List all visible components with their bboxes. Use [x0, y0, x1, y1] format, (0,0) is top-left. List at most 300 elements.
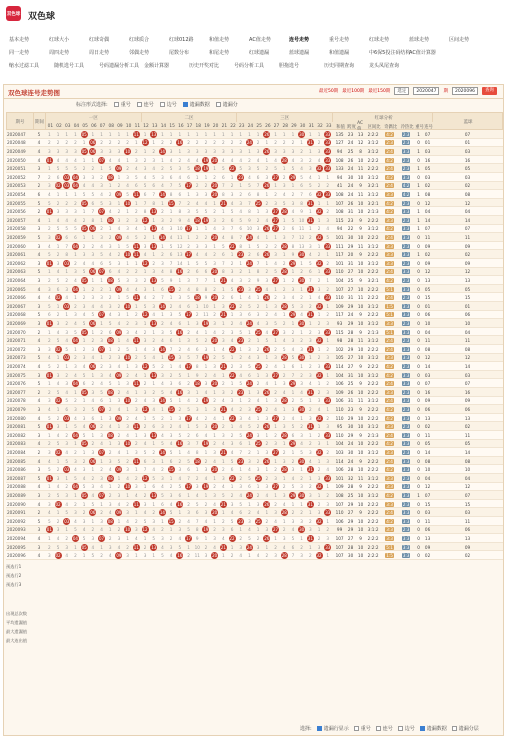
checkbox[interactable]	[376, 726, 381, 731]
bottom-option[interactable]	[398, 725, 415, 732]
stat-cell: 106	[335, 398, 344, 404]
table-row	[6, 173, 503, 182]
issue-number: 2020064	[7, 277, 26, 283]
number-cell	[219, 311, 228, 320]
number-cell: 4	[82, 312, 86, 318]
issue-number: 2020062	[7, 260, 26, 266]
bottom-option[interactable]	[420, 725, 447, 732]
mark-option[interactable]	[160, 101, 177, 108]
number-cell: 2	[248, 398, 251, 404]
recent-50-link[interactable]: 最近50期	[318, 89, 339, 94]
number-cell: 4	[161, 544, 164, 550]
number-cell: 2	[282, 174, 286, 180]
nav-link[interactable]: 基本走势	[9, 37, 30, 43]
checkbox[interactable]	[452, 726, 457, 731]
red-ball: 33	[325, 329, 331, 335]
number-cell: 3	[274, 200, 277, 206]
number-header: 33	[326, 124, 332, 129]
nav-link[interactable]: 中6保5投注码结构	[369, 50, 411, 56]
number-cell: 3	[213, 535, 216, 541]
number-cell: 4	[239, 320, 243, 326]
number-cell: 2	[108, 191, 112, 197]
number-cell: 3	[178, 467, 182, 473]
number-cell: 3	[282, 492, 286, 498]
stat-cell: 04	[424, 475, 431, 481]
recent-100-link[interactable]: 最近100期	[342, 89, 365, 94]
number-cell: 1	[126, 492, 129, 498]
checkbox[interactable]	[137, 102, 142, 107]
number-cell: 3	[265, 484, 269, 490]
number-cell: 1	[143, 131, 147, 137]
number-cell: 3	[117, 441, 121, 447]
issue-number: 2020090	[7, 501, 26, 507]
number-cell: 2	[282, 527, 286, 533]
stat-cell: 14	[424, 363, 431, 369]
number-cell: 2	[309, 157, 312, 163]
bottom-option[interactable]	[354, 725, 371, 732]
checkbox[interactable]	[160, 102, 165, 107]
nav-link[interactable]: 历史开奖对比	[189, 63, 220, 69]
stat-cell: 0	[417, 518, 420, 524]
nav-link[interactable]: 红球大小	[49, 37, 70, 43]
number-cell	[80, 328, 89, 337]
red-ball: 05	[81, 544, 87, 550]
range-select[interactable]: 选定	[394, 87, 409, 95]
nav-link[interactable]: 和尾走势	[209, 50, 230, 56]
nav-link[interactable]: 历史同期查询	[324, 63, 355, 69]
number-cell: 4	[117, 226, 121, 232]
number-cell: 5	[91, 553, 95, 559]
issue-number: 2020071	[7, 338, 26, 344]
nav-link[interactable]: 和值遗漏	[329, 50, 350, 56]
stat-cell: 3:1:2	[367, 226, 379, 232]
gap-value: 5	[37, 518, 41, 524]
number-cell: 3	[143, 286, 147, 292]
red-ball: 22	[229, 415, 235, 421]
nav-link[interactable]: 红球遗漏	[249, 50, 270, 56]
number-cell: 1	[187, 424, 190, 430]
number-cell: 3	[282, 424, 286, 430]
gap-value: 3	[37, 406, 41, 412]
number-cell: 4	[108, 424, 112, 430]
gap-value: 5	[37, 312, 41, 318]
gap-value: 3	[37, 243, 41, 249]
number-cell: 5	[187, 406, 190, 412]
stat-cell	[398, 371, 414, 380]
number-cell: 6	[187, 174, 190, 180]
bottom-option[interactable]	[317, 725, 349, 732]
number-cell: 2	[74, 140, 77, 146]
number-cell: 1	[213, 432, 216, 438]
number-cell: 3	[169, 432, 173, 438]
stat-cell	[398, 190, 414, 199]
nav-link[interactable]: 红球质合	[129, 37, 150, 43]
stat-cell	[398, 285, 414, 294]
checkbox[interactable]	[398, 726, 403, 731]
number-cell: 3	[326, 355, 330, 361]
nav-link[interactable]: 尾数分布	[169, 50, 190, 56]
number-cell: 1	[100, 501, 103, 507]
number-cell: 1	[108, 398, 112, 404]
nav-link[interactable]: 区间走势	[449, 37, 470, 43]
number-cell: 1	[317, 174, 321, 180]
number-cell	[176, 388, 185, 397]
number-cell: 6	[230, 295, 234, 301]
number-cell: 5	[204, 209, 208, 215]
number-cell: 3	[161, 329, 164, 335]
number-cell	[245, 139, 254, 148]
number-cell: 4	[74, 372, 77, 378]
nav-link[interactable]: 连号走势	[289, 37, 310, 43]
stat-cell	[398, 440, 414, 449]
nav-link[interactable]: 红球奇偶	[89, 37, 110, 43]
number-cell: 2	[309, 406, 312, 412]
number-cell: 1	[74, 295, 77, 301]
number-cell: 5	[195, 338, 199, 344]
ratio-tag: 3:3	[386, 389, 393, 395]
number-cell: 3	[222, 148, 225, 154]
number-cell: 3	[274, 303, 277, 309]
number-cell: 2	[56, 467, 60, 473]
red-ball: 29	[290, 441, 296, 447]
red-ball: 24	[246, 140, 252, 146]
number-cell	[315, 164, 324, 173]
number-cell: 1	[65, 424, 69, 430]
number-header: 03	[65, 124, 71, 129]
number-cell: 1	[48, 329, 51, 335]
red-ball: 01	[46, 260, 52, 266]
red-ball: 20	[212, 424, 218, 430]
ratio-tag: 3:3	[402, 346, 410, 352]
number-cell: 1	[213, 166, 216, 172]
stat-cell	[398, 156, 414, 165]
number-cell: 3	[239, 544, 243, 550]
gap-value: 4	[37, 338, 41, 344]
nav-link[interactable]: 红球走势	[369, 37, 390, 43]
number-cell: 4	[309, 458, 312, 464]
number-cell: 5	[48, 252, 51, 258]
nav-link[interactable]: 龙头凤尾查询	[369, 63, 400, 69]
number-cell: 1	[204, 174, 208, 180]
number-cell: 10	[194, 544, 200, 550]
number-cell: 1	[91, 157, 95, 163]
number-cell: 3	[117, 398, 121, 404]
number-cell: 3	[300, 553, 303, 559]
number-cell	[280, 268, 289, 277]
from-issue-input[interactable]: 2020047	[413, 87, 439, 95]
number-cell: 3	[126, 277, 129, 283]
number-cell: 1	[274, 535, 277, 541]
number-cell: 2	[326, 209, 330, 215]
number-cell: 2	[213, 484, 216, 490]
stat-cell	[381, 225, 398, 234]
red-ball: 15	[168, 518, 174, 524]
number-cell: 1	[82, 209, 86, 215]
stat-cell: 1	[417, 191, 420, 197]
bottom-option[interactable]	[376, 725, 393, 732]
ratio-tag: 4:2	[386, 363, 393, 369]
red-ball: 30	[299, 458, 305, 464]
number-cell: 5	[126, 346, 129, 352]
number-cell: 3	[222, 338, 225, 344]
stat-cell	[381, 207, 398, 216]
stat-cell: 31	[347, 260, 354, 266]
number-cell: 1	[100, 131, 103, 137]
analysis-header: 奇偶比	[384, 124, 398, 130]
stat-cell: 3:1:2	[367, 140, 379, 146]
analysis-header: 冷热比	[400, 124, 414, 130]
number-cell: 5	[169, 449, 173, 455]
gap-value: 4	[37, 286, 41, 292]
number-cell: 5	[82, 484, 86, 490]
number-cell: 1	[317, 200, 321, 206]
to-issue-input[interactable]: 2020096	[452, 87, 478, 95]
nav-link[interactable]: AC值走势	[249, 37, 271, 43]
stat-cell: 104	[335, 277, 344, 283]
gap-value: 3	[37, 346, 41, 352]
nav-link[interactable]: AC值计算器	[409, 50, 436, 56]
number-cell	[297, 526, 306, 535]
number-cell: 2	[213, 312, 216, 318]
stat-cell: 29	[347, 346, 354, 352]
gap-value: 4	[37, 501, 41, 507]
number-cell: 1	[282, 312, 286, 318]
stat-cell: 0	[417, 510, 420, 516]
number-cell: 1	[135, 260, 138, 266]
nav-link[interactable]: 蓝球遗漏	[289, 50, 310, 56]
red-ball: 21	[220, 277, 226, 283]
ratio-tag: 1:5	[386, 303, 393, 309]
number-cell: 1	[117, 518, 121, 524]
checkbox[interactable]	[114, 102, 119, 107]
gap-value: 3	[37, 432, 41, 438]
number-cell: 2	[100, 553, 103, 559]
number-cell: 2	[309, 303, 312, 309]
stat-cell	[398, 216, 414, 225]
number-cell: 2	[256, 535, 260, 541]
nav-link[interactable]: 胆拖选号	[279, 63, 300, 69]
table-row	[6, 328, 503, 337]
number-cell: 2	[230, 432, 234, 438]
number-cell: 2	[143, 329, 147, 335]
number-cell: 4	[230, 406, 234, 412]
red-ball: 23	[238, 518, 244, 524]
nav-link[interactable]: 同一走势	[9, 50, 30, 56]
ratio-tag: 3:3	[386, 484, 393, 490]
checkbox[interactable]	[183, 102, 188, 107]
number-cell: 2	[135, 148, 138, 154]
nav-link[interactable]: 邻偶走势	[129, 50, 150, 56]
number-cell	[132, 250, 141, 259]
table-row	[6, 250, 503, 259]
number-cell: 3	[282, 183, 286, 189]
number-cell: 4	[248, 355, 251, 361]
red-ball: 33	[325, 363, 331, 369]
number-cell	[184, 414, 193, 423]
number-cell: 4	[213, 544, 216, 550]
gap-value: 4	[37, 157, 41, 163]
number-cell: 5	[82, 269, 86, 275]
number-cell: 13	[298, 243, 305, 249]
nav-link[interactable]: 周日走势	[89, 50, 110, 56]
number-cell: 1	[309, 355, 312, 361]
red-ball: 22	[229, 303, 235, 309]
number-cell	[254, 362, 263, 371]
number-cell: 3	[126, 553, 129, 559]
number-cell: 3	[291, 286, 295, 292]
number-cell: 3	[222, 432, 225, 438]
mark-option[interactable]	[216, 101, 238, 108]
number-cell: 3	[248, 518, 251, 524]
red-ball: 10	[125, 398, 131, 404]
red-ball: 11	[133, 501, 139, 507]
number-cell: 3	[135, 484, 138, 490]
table-row	[6, 311, 503, 320]
red-ball: 04	[72, 243, 78, 249]
number-cell	[210, 379, 219, 388]
number-cell	[193, 216, 202, 225]
number-cell	[228, 534, 237, 543]
gap-value: 2	[37, 209, 41, 215]
red-ball: 16	[177, 553, 183, 559]
number-cell: 2	[143, 381, 147, 387]
number-cell	[263, 250, 272, 259]
number-cell: 1	[239, 260, 243, 266]
number-cell: 4	[239, 157, 243, 163]
number-cell: 3	[135, 217, 138, 223]
number-cell: 1	[248, 329, 251, 335]
nav-link[interactable]: 重号走势	[329, 37, 350, 43]
number-cell: 2	[100, 363, 103, 369]
stat-cell: 28	[347, 467, 354, 473]
checkbox[interactable]	[354, 726, 359, 731]
number-cell: 4	[48, 458, 51, 464]
number-cell: 2	[135, 312, 138, 318]
stat-cell	[381, 173, 398, 182]
stat-cell: 10	[357, 200, 364, 206]
number-cell: 8	[256, 191, 260, 197]
nav-link[interactable]: 蓝球走势	[409, 37, 430, 43]
red-ball: 10	[125, 484, 131, 490]
nav-link[interactable]: 缩水过滤工具	[9, 63, 40, 69]
stat-cell: 30	[347, 424, 354, 430]
mark-option[interactable]	[114, 101, 131, 108]
number-cell	[306, 345, 315, 354]
red-ball: 17	[185, 535, 192, 541]
bottom-option[interactable]	[452, 725, 479, 732]
nav-link[interactable]: 周四走势	[49, 50, 70, 56]
ratio-tag: 2:3	[402, 243, 410, 249]
number-cell: 2	[213, 174, 216, 180]
number-cell: 1	[135, 467, 138, 473]
stat-cell: 101	[335, 234, 344, 240]
nav-link[interactable]: 红球012路	[169, 37, 194, 43]
stat-cell: 95	[336, 424, 343, 430]
stat-cell: 0	[417, 475, 420, 481]
number-cell: 3	[230, 329, 234, 335]
gap-value: 4	[37, 140, 41, 146]
number-cell: 1	[169, 295, 173, 301]
number-cell	[62, 354, 71, 363]
number-cell: 3	[230, 148, 234, 154]
number-cell	[97, 345, 106, 354]
number-cell: 3	[317, 510, 321, 516]
pred-row	[6, 580, 503, 589]
stat-cell: 24	[347, 140, 354, 146]
checkbox[interactable]	[317, 726, 322, 731]
stat-cell: 10	[357, 157, 364, 163]
number-cell: 4	[100, 441, 103, 447]
number-cell: 3	[91, 449, 95, 455]
number-cell: 2	[126, 320, 129, 326]
mark-option[interactable]	[183, 101, 210, 108]
number-cell: 3	[239, 484, 243, 490]
stat-cell: 9	[359, 329, 362, 335]
query-button[interactable]: 查询	[482, 87, 497, 95]
nav-link[interactable]: 和值走势	[209, 37, 230, 43]
number-cell: 1	[117, 475, 121, 481]
stat-cell: 0	[417, 329, 420, 335]
number-cell: 2	[256, 346, 260, 352]
number-cell	[149, 431, 158, 440]
ratio-tag: 4:2	[386, 406, 393, 412]
number-cell: 1	[187, 320, 190, 326]
stat-cell	[398, 457, 414, 466]
number-cell: 2	[48, 389, 51, 395]
number-cell: 5	[82, 372, 86, 378]
gap-value: 2	[37, 449, 41, 455]
nav-link[interactable]: 金额计算器	[144, 63, 170, 69]
red-ball: 09	[116, 329, 122, 335]
number-cell: 5	[300, 449, 303, 455]
mark-option[interactable]	[137, 101, 154, 108]
number-cell: 3	[152, 398, 156, 404]
red-ball: 12	[142, 527, 148, 533]
nav-link[interactable]: 号码分析工具	[234, 63, 265, 69]
ratio-tag: 3:3	[402, 415, 410, 421]
number-cell: 2	[143, 492, 147, 498]
number-cell: 4	[126, 286, 129, 292]
stat-cell: 0	[417, 295, 420, 301]
number-cell: 3	[152, 303, 156, 309]
number-cell: 1	[135, 140, 138, 146]
number-cell: 5	[74, 424, 77, 430]
number-cell: 6	[152, 424, 156, 430]
number-cell: 1	[239, 346, 243, 352]
number-cell	[315, 259, 324, 268]
red-ball: 10	[125, 148, 131, 154]
issue-number: 2020050	[7, 157, 26, 163]
number-cell: 1	[187, 260, 190, 266]
red-ball: 32	[316, 518, 322, 524]
number-cell: 4	[82, 363, 86, 369]
checkbox[interactable]	[216, 102, 221, 107]
nav-link[interactable]: 号码遗漏分析工具	[99, 63, 140, 69]
number-cell: 1	[291, 131, 295, 137]
number-cell: 5	[82, 535, 86, 541]
number-cell: 5	[108, 260, 112, 266]
number-cell: 3	[100, 234, 103, 240]
number-cell: 3	[222, 226, 225, 232]
stat-cell: 23	[347, 131, 354, 137]
number-cell: 2	[195, 234, 199, 240]
number-cell: 5	[248, 424, 251, 430]
recent-150-link[interactable]: 最近150期	[368, 89, 391, 94]
nav-link[interactable]: 随机选号工具	[54, 63, 85, 69]
checkbox[interactable]	[420, 726, 425, 731]
number-cell: 4	[135, 415, 138, 421]
stat-cell: 25	[347, 492, 354, 498]
